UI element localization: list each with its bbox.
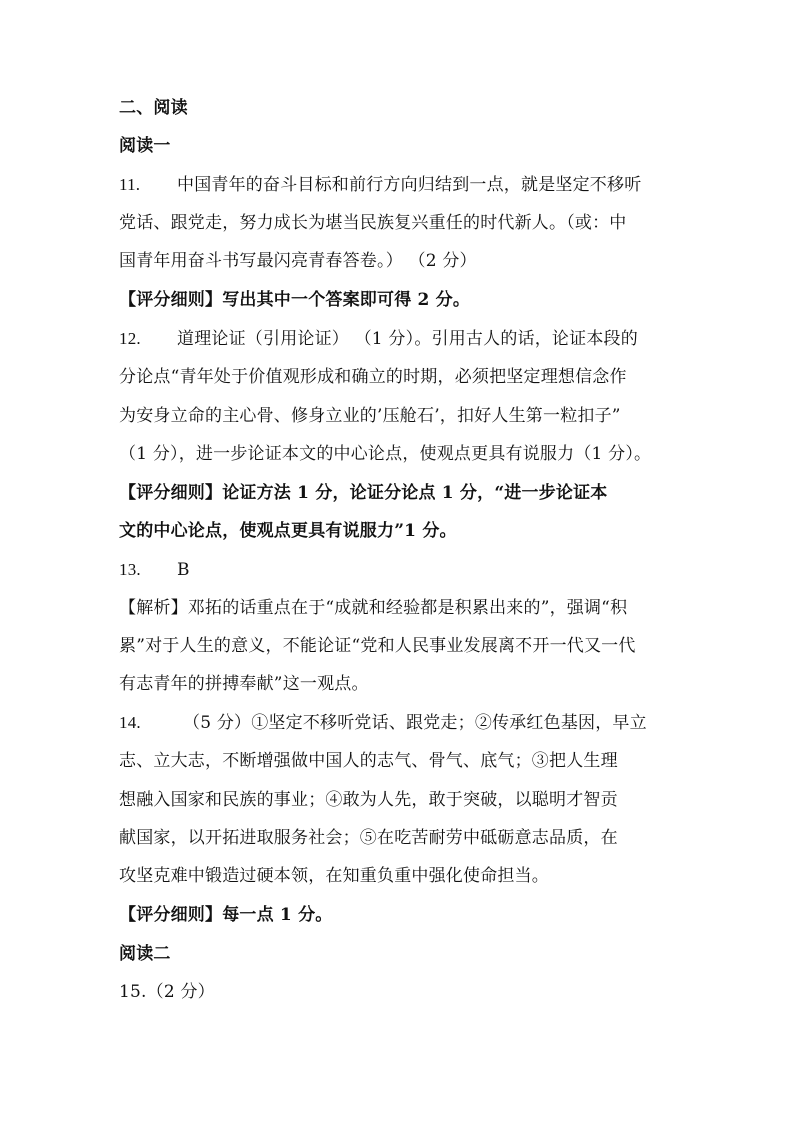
q13-line-1: [119, 558, 190, 582]
q12-line-3: 为安身立命的主心骨、修身立业的’压舱石’，扣好人生第一粒扣子”: [119, 406, 621, 426]
q11-text-1: 中国青年的奋斗目标和前行方向归结到一点，就是坚定不移听: [177, 175, 642, 195]
q11-rubric: 【评分细则】写出其中一个答案即可得 2 分。: [119, 290, 471, 310]
q12-line-1: [119, 327, 638, 351]
q14-line-5: 攻坚克难中锻造过硬本领，在知重负重中强化使命担当。: [119, 866, 549, 886]
q14-rubric: 【评分细则】每一点 1 分。: [119, 905, 333, 925]
q13-number: 13.: [119, 560, 141, 579]
q12-line-2: 分论点“青年处于价值观形成和确立的时期，必须把坚定理想信念作: [119, 367, 627, 387]
q15-line: 15.（2 分）: [119, 982, 215, 1002]
q14-text-1: （5 分）①坚定不移听党话、跟党走；②传承红色基因，早立: [183, 713, 647, 733]
q12-number: 12.: [119, 329, 141, 348]
q14-number: 14.: [119, 713, 141, 732]
q12-text-1: 道理论证（引用论证） （1 分）。引用古人的话，论证本段的: [177, 329, 638, 349]
q11-number: 11.: [119, 175, 141, 194]
q11-line-1: [119, 173, 641, 197]
reading-two-heading: 阅读二: [119, 944, 171, 964]
q14-line-1: [119, 711, 647, 735]
q13-analysis-1: 【解析】邓拓的话重点在于“成就和经验都是积累出来的”，强调“积: [119, 598, 628, 618]
q13-analysis-3: 有志青年的拼搏奉献”这一观点。: [119, 674, 369, 694]
q13-answer: B: [177, 560, 190, 580]
q12-line-4: （1 分），进一步论证本文的中心论点，使观点更具有说服力（1 分）。: [119, 444, 652, 464]
q11-line-3: 国青年用奋斗书写最闪亮青春答卷。） （2 分）: [119, 251, 477, 271]
q14-line-3: 想融入国家和民族的事业；④敢为人先，敢于突破，以聪明才智贡: [119, 790, 618, 810]
q14-line-2: 志、立大志，不断增强做中国人的志气、骨气、底气；③把人生理: [119, 751, 618, 771]
reading-one-heading: 阅读一: [119, 136, 171, 156]
q13-analysis-2: 累”对于人生的意义，不能论证“党和人民事业发展离不开一代又一代: [119, 636, 636, 656]
q11-line-2: 党话、跟党走，努力成长为堪当民族复兴重任的时代新人。（或：中: [119, 213, 627, 233]
q12-rubric-2: 文的中心论点，使观点更具有说服力”1 分。: [119, 521, 457, 541]
q12-rubric-1: 【评分细则】论证方法 1 分，论证分论点 1 分，“进一步论证本: [119, 483, 608, 503]
section-title: 二、阅读: [119, 98, 188, 118]
q14-line-4: 献国家，以开拓进取服务社会；⑤在吃苦耐劳中砥砺意志品质，在: [119, 828, 618, 848]
